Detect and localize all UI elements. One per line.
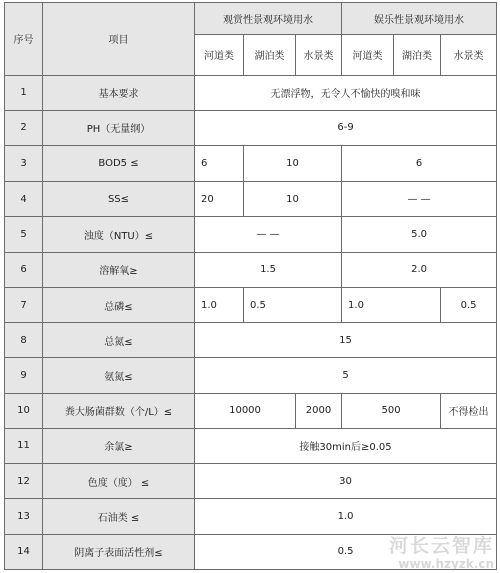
row-item: 余氯≥ <box>43 428 195 463</box>
row-index: 7 <box>5 287 43 322</box>
row-index: 13 <box>5 499 43 534</box>
table-row <box>5 499 497 534</box>
row-value: 1.5 <box>195 252 342 287</box>
row-value: 无漂浮物，无令人不愉快的嗅和味 <box>195 75 497 110</box>
row-index: 1 <box>5 75 43 110</box>
table-row <box>5 75 497 110</box>
table-row <box>5 182 497 217</box>
row-value: 5.0 <box>342 217 497 252</box>
row-index: 12 <box>5 464 43 499</box>
row-index: 3 <box>5 145 43 181</box>
row-value: — — <box>195 217 342 252</box>
row-item: 色度（度） ≤ <box>43 464 195 499</box>
table-row <box>5 252 497 287</box>
table-row <box>5 217 497 252</box>
subheader-lake-1: 湖泊类 <box>244 35 296 75</box>
row-value: 0.5 <box>441 287 497 322</box>
row-value: 接触30min后≥0.05 <box>195 428 497 463</box>
header-recreational: 娱乐性景观环境用水 <box>342 3 497 35</box>
header-ornamental: 观赏性景观环境用水 <box>195 3 342 35</box>
row-value: 6-9 <box>195 110 497 145</box>
table-row <box>5 393 497 428</box>
row-value: 1.0 <box>342 287 441 322</box>
row-item: 浊度（NTU）≤ <box>43 217 195 252</box>
row-value: 5 <box>195 358 497 393</box>
row-index: 4 <box>5 182 43 217</box>
table-row <box>5 464 497 499</box>
header-row-1 <box>5 3 497 35</box>
row-item: 总氮≤ <box>43 323 195 358</box>
subheader-river-2: 河道类 <box>342 35 394 75</box>
row-item: SS≤ <box>43 182 195 217</box>
row-item: 氨氮≤ <box>43 358 195 393</box>
row-index: 2 <box>5 110 43 145</box>
header-index: 序号 <box>5 3 43 76</box>
row-value: 1.0 <box>195 287 244 322</box>
water-quality-table <box>4 2 497 570</box>
table-row <box>5 323 497 358</box>
row-value: 2.0 <box>342 252 497 287</box>
subheader-waterscape-1: 水景类 <box>296 35 342 75</box>
row-value: 20 <box>195 182 244 217</box>
row-index: 10 <box>5 393 43 428</box>
row-value: 6 <box>195 145 244 181</box>
row-index: 14 <box>5 534 43 569</box>
row-item: 总磷≤ <box>43 287 195 322</box>
table-row <box>5 534 497 569</box>
row-value: 6 <box>342 145 497 181</box>
row-item: 溶解氧≥ <box>43 252 195 287</box>
row-item: 石油类 ≤ <box>43 499 195 534</box>
row-item: 基本要求 <box>43 75 195 110</box>
row-item: BOD5 ≤ <box>43 145 195 181</box>
header-item: 项目 <box>43 3 195 76</box>
row-index: 11 <box>5 428 43 463</box>
row-value: 0.5 <box>244 287 342 322</box>
row-value: 2000 <box>296 393 342 428</box>
row-item: 粪大肠菌群数（个/L）≤ <box>43 393 195 428</box>
subheader-river-1: 河道类 <box>195 35 244 75</box>
table-row <box>5 358 497 393</box>
row-value: 0.5 <box>195 534 497 569</box>
row-index: 8 <box>5 323 43 358</box>
row-index: 9 <box>5 358 43 393</box>
subheader-lake-2: 湖泊类 <box>394 35 441 75</box>
table-row <box>5 145 497 181</box>
watermark-name: 河长云智库 <box>388 535 494 557</box>
table-row <box>5 110 497 145</box>
row-item: 阴离子表面活性剂≤ <box>43 534 195 569</box>
watermark-url: www.hzyzk.cn <box>398 557 494 571</box>
row-index: 6 <box>5 252 43 287</box>
row-value: 30 <box>195 464 497 499</box>
row-value: 1.0 <box>195 499 497 534</box>
table-row <box>5 428 497 463</box>
row-value: 15 <box>195 323 497 358</box>
subheader-waterscape-2: 水景类 <box>441 35 497 75</box>
row-value: 10000 <box>195 393 296 428</box>
row-value: 不得检出 <box>441 393 497 428</box>
row-value: 10 <box>244 145 342 181</box>
row-value: 10 <box>244 182 342 217</box>
row-item: PH（无量纲） <box>43 110 195 145</box>
table-row <box>5 287 497 322</box>
row-value: — — <box>342 182 497 217</box>
row-value: 500 <box>342 393 441 428</box>
row-index: 5 <box>5 217 43 252</box>
